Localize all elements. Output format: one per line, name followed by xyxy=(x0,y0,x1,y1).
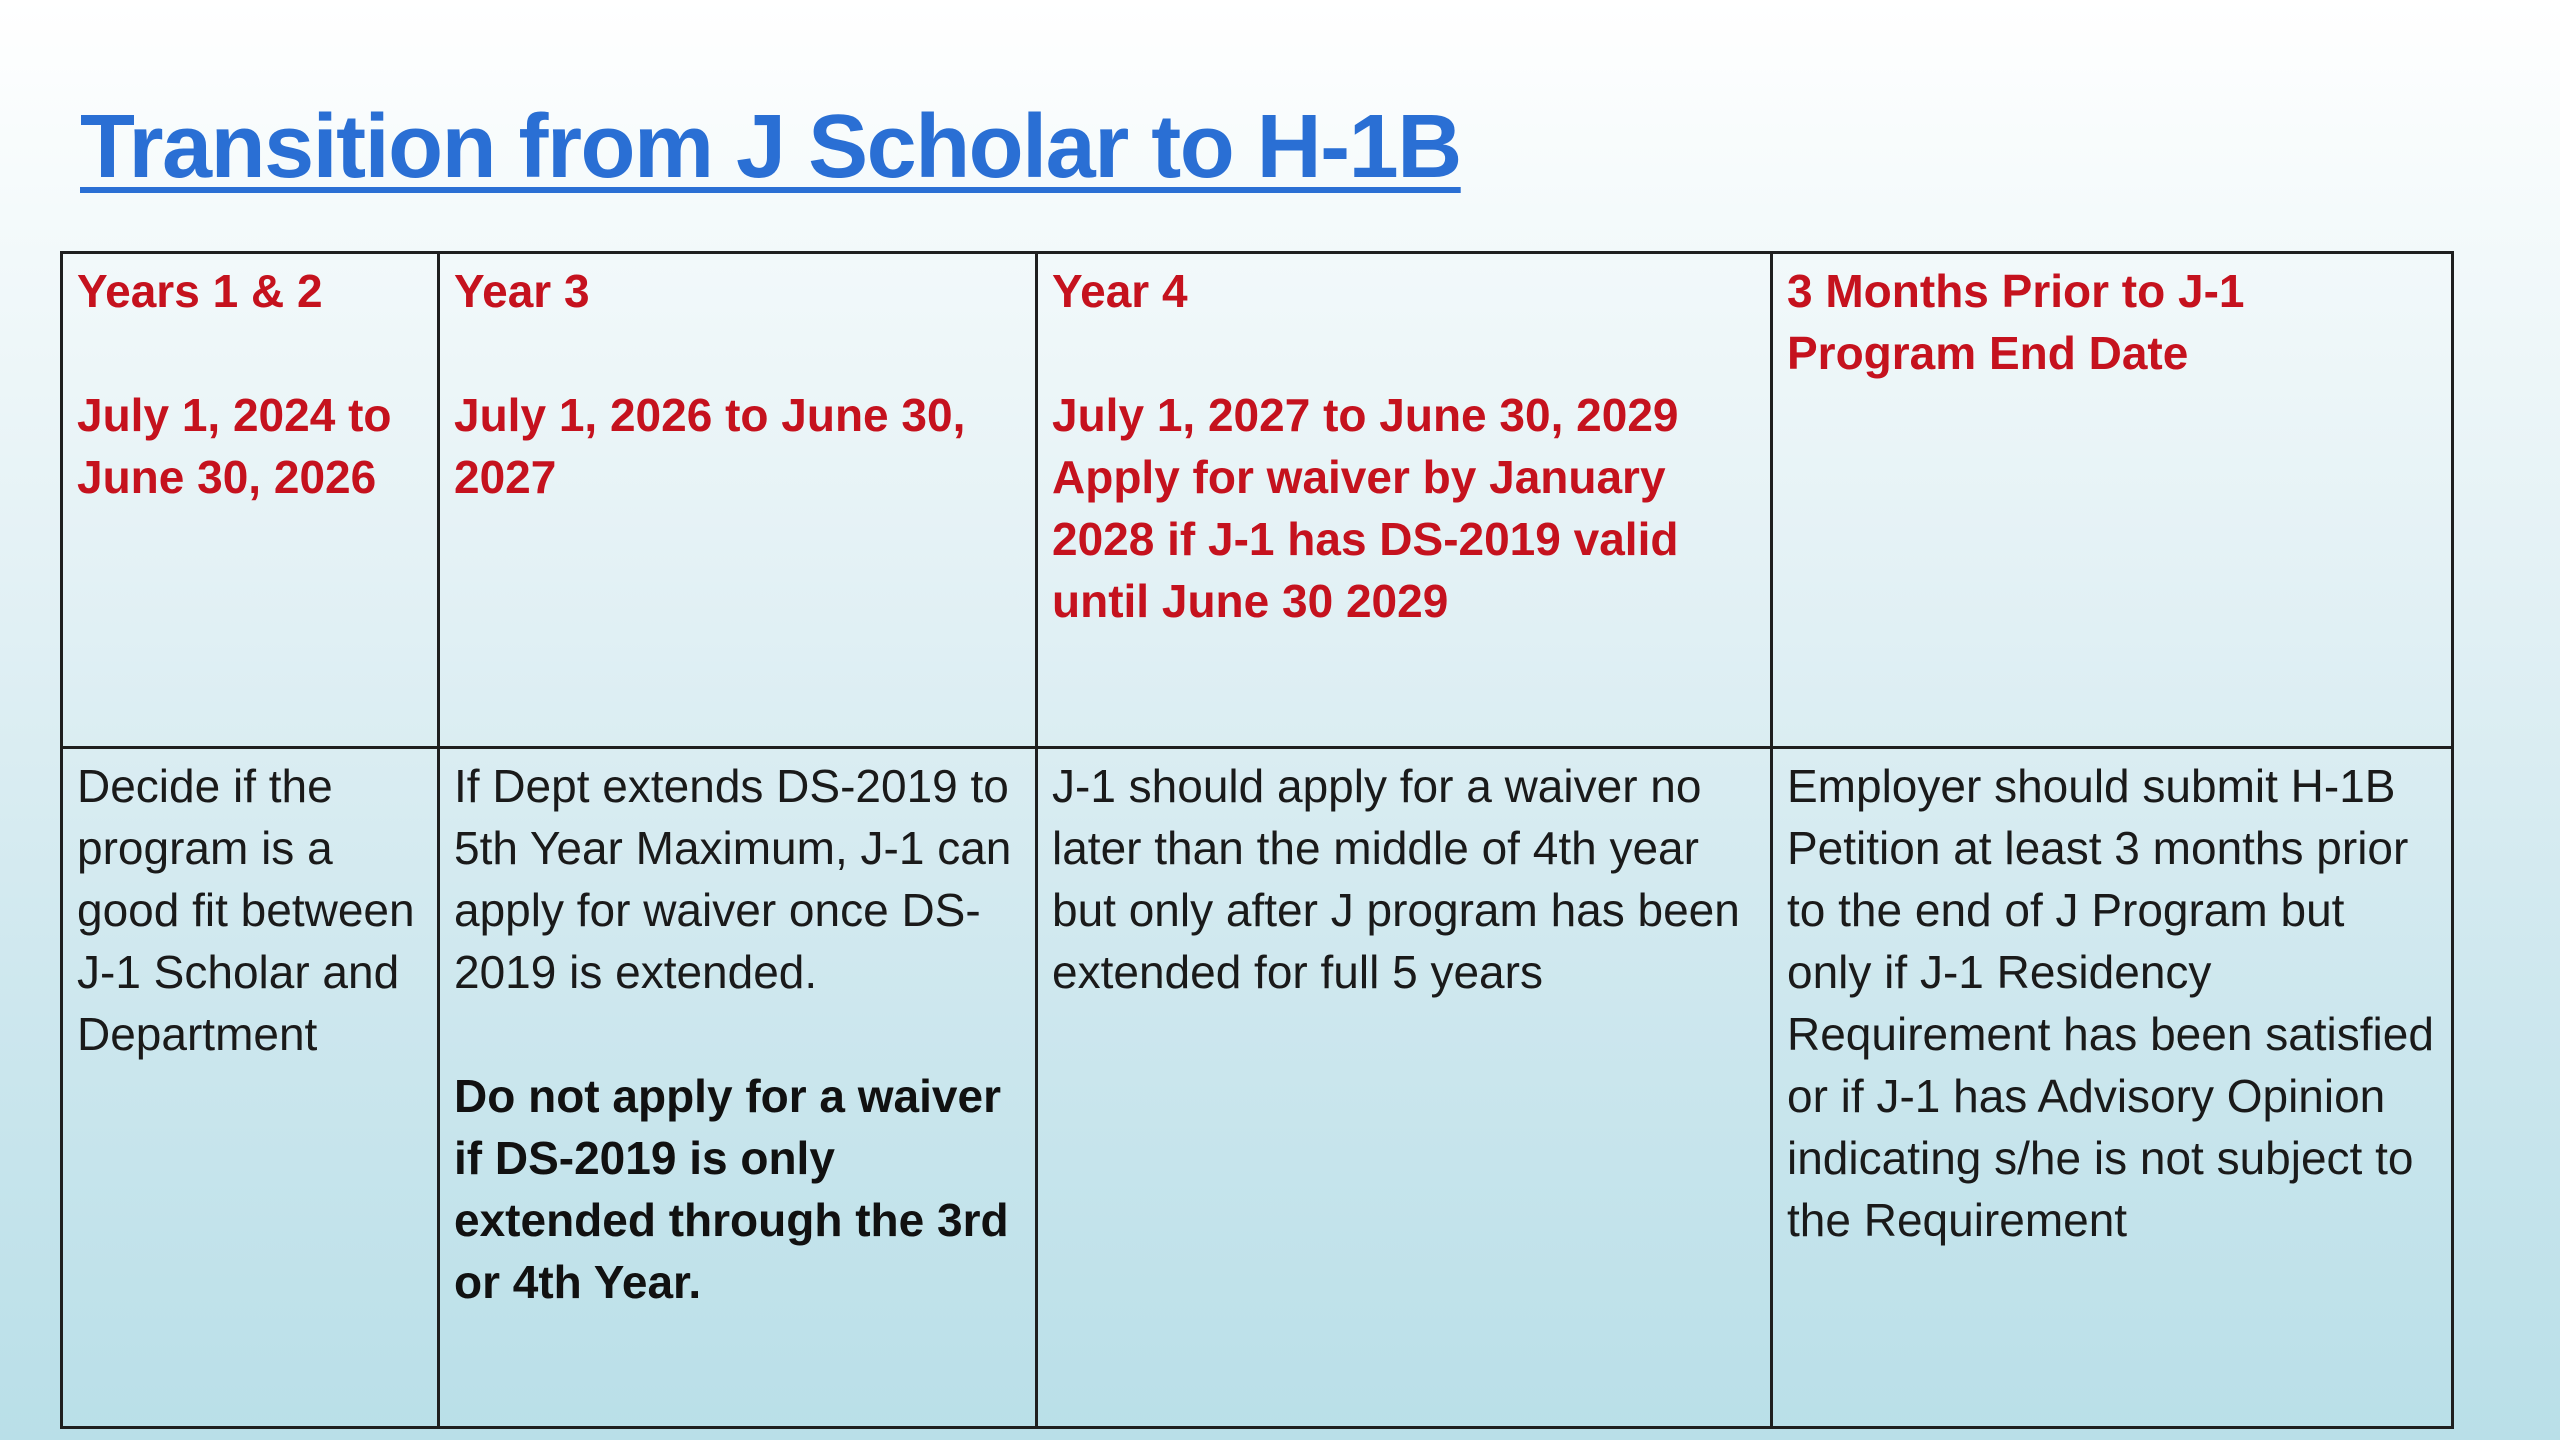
body-year-4-text: J-1 should apply for a waiver no later than the middle of 4th year but only after J program has been extended for full 5 years xyxy=(1052,760,1740,998)
header-cell-year-3 xyxy=(439,253,1037,748)
header-cell-years-1-2 xyxy=(62,253,439,748)
body-years-1-2-text: Decide if the program is a good fit between J-1 Scholar and Department xyxy=(77,760,415,1060)
header-years-1-2-text: Years 1 & 2 July 1, 2024 to June 30, 2026 xyxy=(77,265,392,503)
body-cell-years-1-2 xyxy=(62,748,439,1428)
header-year-4-text: Year 4 July 1, 2027 to June 30, 2029 Apply for waiver by January 2028 if J-1 has DS-2019 valid until June 30 2029 xyxy=(1052,265,1679,627)
slide-title: Transition from J Scholar to H-1B xyxy=(80,97,1461,197)
body-cell-year-4 xyxy=(1037,748,1772,1428)
header-year-3-text: Year 3 July 1, 2026 to June 30, 2027 xyxy=(454,265,966,503)
body-prior-to-end-text: Employer should submit H-1B Petition at least 3 months prior to the end of J Program but only if J-1 Residency Requirement has been satisfied or if J-1 has Advisory Opinion indicating s/he is not subject to the Requirement xyxy=(1787,760,2434,1246)
body-year-3-text: If Dept extends DS-2019 to 5th Year Maximum, J-1 can apply for waiver once DS-2019 is extended. xyxy=(454,760,1012,998)
body-cell-year-3 xyxy=(439,748,1037,1428)
timeline-header-row xyxy=(62,253,2453,748)
body-cell-prior-to-end xyxy=(1772,748,2453,1428)
header-cell-year-4 xyxy=(1037,253,1772,748)
body-year-3-warning: Do not apply for a waiver if DS-2019 is only extended through the 3rd or 4th Year. xyxy=(454,1070,1009,1308)
header-prior-to-end-text: 3 Months Prior to J-1 Program End Date xyxy=(1787,265,2245,379)
header-cell-prior-to-end xyxy=(1772,253,2453,748)
timeline-body-row xyxy=(62,748,2453,1428)
transition-timeline-table xyxy=(60,251,2454,1429)
